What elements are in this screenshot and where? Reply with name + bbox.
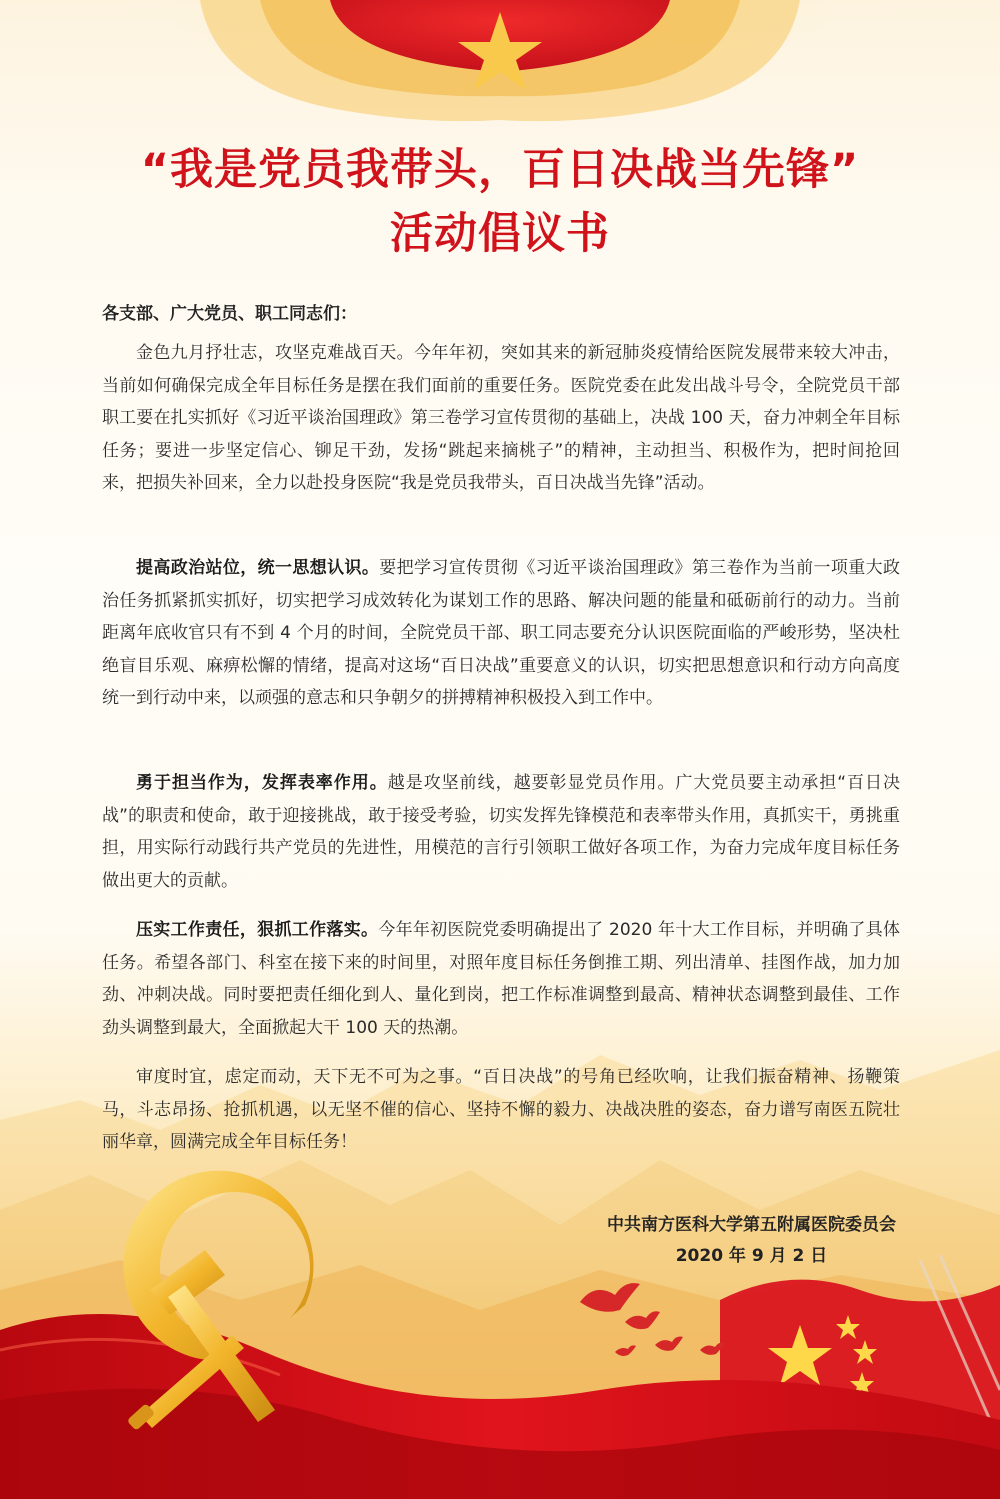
paragraph-5	[102, 1061, 900, 1159]
paragraph-2	[102, 552, 900, 715]
signature-block	[607, 1210, 896, 1272]
salutation: 各支部、广大党员、职工同志们：	[102, 304, 357, 324]
paragraph-3	[102, 767, 900, 897]
paragraph-text: 审度时宜，虑定而动，天下无不可为之事。“百日决战”的号角已经吹响，让我们振奋精神、扬鞭策马，斗志昂扬、抢抓机遇，以无坚不催的信心、坚持不懈的毅力、决战决胜的姿态，奋力谱写南医五院壮丽华章，圆满完成全年目标任务！	[102, 1067, 900, 1152]
page-title-line1: “我是党员我带头，百日决战当先锋”	[140, 145, 860, 195]
paragraph-text: 金色九月抒壮志，攻坚克难战百天。今年年初，突如其来的新冠肺炎疫情给医院发展带来较大冲击，当前如何确保完成全年目标任务是摆在我们面前的重要任务。医院党委在此发出战斗号令，全院党员干部职工要在扎实抓好《习近平谈治国理政》第三卷学习宣传贯彻的基础上，决战 100 天，奋力冲刺全年目标任务；要进一步坚定信心、铆足干劲，发扬“跳起来摘桃子”的精神，主动担当、积极作为，把时间抢回来，把损失补回来，全力以赴投身医院“我是党员我带头，百日决战当先锋”活动。	[102, 343, 900, 493]
paragraph-lead: 压实工作责任，狠抓工作落实。	[136, 920, 379, 940]
paragraph-text: 今年年初医院党委明确提出了 2020 年十大工作目标，并明确了具体任务。希望各部门、科室在接下来的时间里，对照年度目标任务倒推工期、列出清单、挂图作战，加力加劲、冲刺决战。同时要把责任细化到人、量化到岗，把工作标准调整到最高、精神状态调整到最佳、工作劲头调整到最大，全面掀起大干 100 天的热潮。	[102, 920, 900, 1038]
signature-date: 2020 年 9 月 2 日	[675, 1246, 828, 1266]
paragraph-text: 越是攻坚前线，越要彰显党员作用。广大党员要主动承担“百日决战”的职责和使命，敢于迎接挑战，敢于接受考验，切实发挥先锋模范和表率带头作用，真抓实干，勇挑重担，用实际行动践行共产党员的先进性，用模范的言行引领职工做好各项工作，为奋力完成年度目标任务做出更大的贡献。	[102, 773, 900, 891]
top-emblem-star-icon	[170, 0, 830, 130]
paragraph-lead: 勇于担当作为，发挥表率作用。	[136, 773, 388, 793]
paragraph-4	[102, 914, 900, 1044]
signature-org: 中共南方医科大学第五附属医院委员会	[607, 1215, 896, 1235]
paragraph-lead: 提高政治站位，统一思想认识。	[136, 558, 380, 578]
page-title-line2: 活动倡议书	[390, 209, 610, 259]
paragraph-text: 要把学习宣传贯彻《习近平谈治国理政》第三卷作为当前一项重大政治任务抓紧抓实抓好，切实把学习成效转化为谋划工作的思路、解决问题的能量和砥砺前行的动力。当前距离年底收官只有不到 4 个月的时间，全院党员干部、职工同志要充分认识医院面临的严峻形势，坚决杜绝盲目乐观、麻痹松懈的情绪，提高对这场“百日决战”重要意义的认识，切实把思想意识和行动方向高度统一到行动中来，以顽强的意志和只争朝夕的拼搏精神积极投入到工作中。	[102, 558, 901, 708]
paragraph-1	[102, 337, 900, 500]
